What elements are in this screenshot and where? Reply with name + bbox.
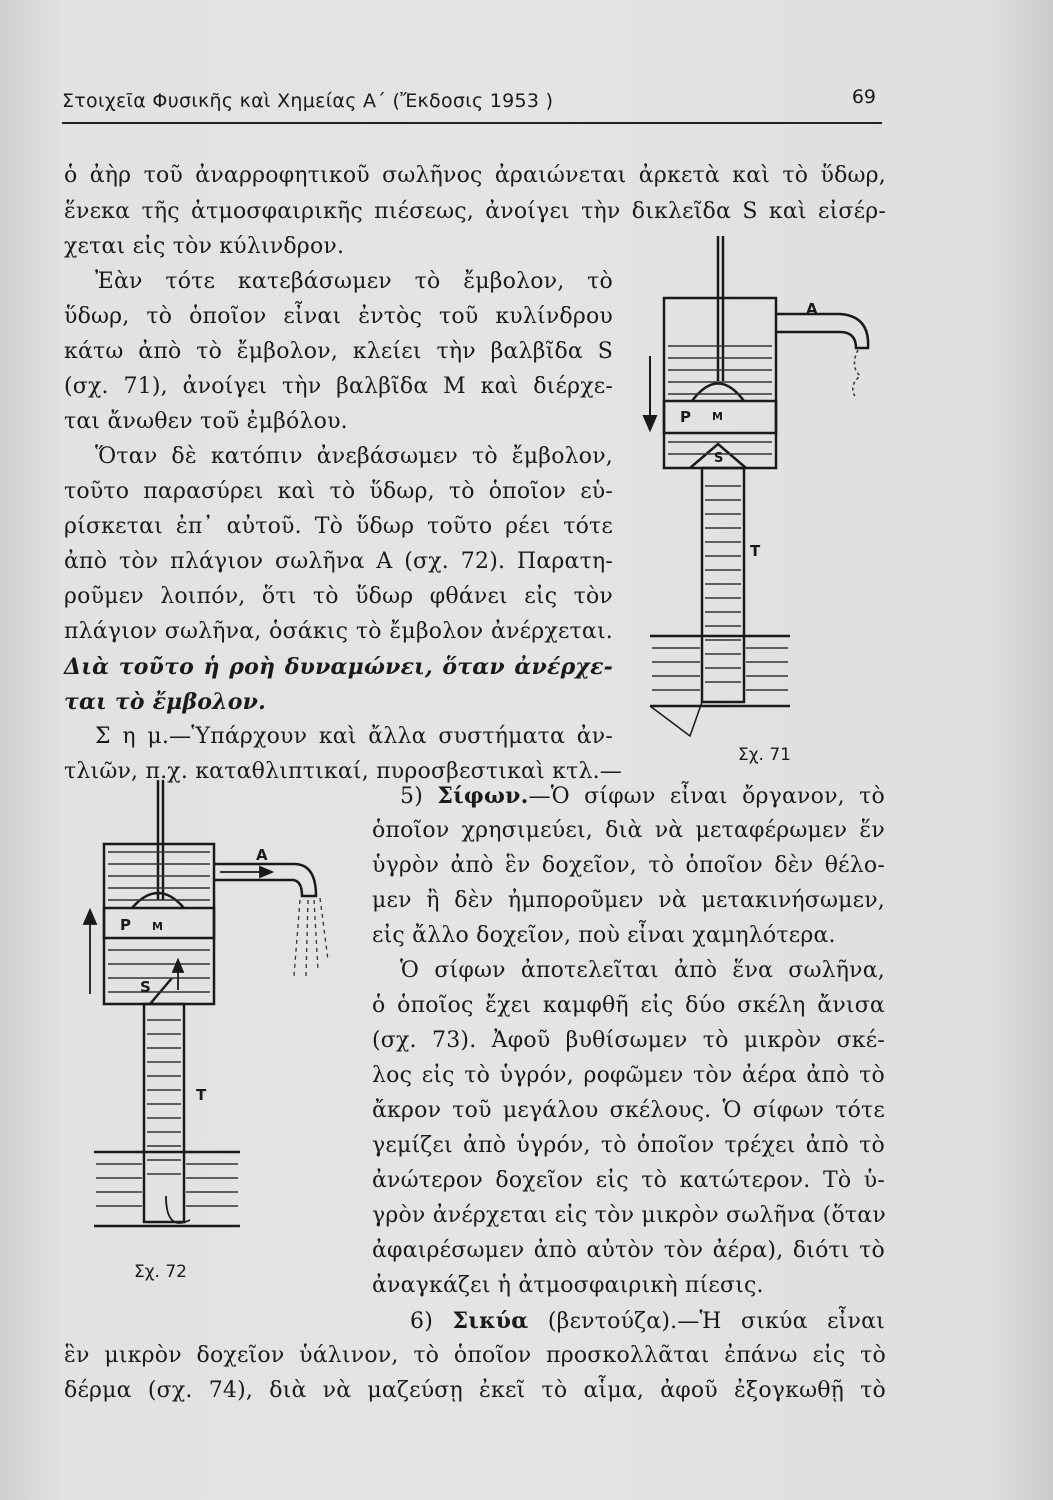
- text-line: ρίσκεται ἐπ᾽ αὐτοῦ. Τὸ ὕδωρ τοῦτο ρέει τότε: [64, 514, 613, 539]
- fig71-label-P: P: [680, 408, 691, 426]
- text-line: Ἐὰν τότε κατεβάσωμεν τὸ ἔμβολον, τὸ: [95, 269, 613, 294]
- text-line: λος εἰς τὸ ὑγρόν, ροφῶμεν τὸν ἀέρα ἀπὸ τὸ: [372, 1063, 885, 1088]
- figure-72-caption: Σχ. 72: [134, 1262, 188, 1282]
- text-line: ἀπὸ τὸν πλάγιον σωλῆνα Α (σχ. 72). Παρατη-: [64, 549, 613, 574]
- header-title: Στοιχεῖα Φυσικῆς καὶ Χημείας Α΄ (Ἔκδοσις 1953 ): [62, 90, 554, 112]
- section-number: 6): [410, 1309, 433, 1334]
- section-number: 5): [400, 784, 423, 809]
- section-title-sikya: Σικύα: [452, 1308, 529, 1334]
- text-line: ὁ ἀὴρ τοῦ ἀναρροφητικοῦ σωλῆνος ἀραιώνεται ἀρκετὰ καὶ τὸ ὕδωρ,: [64, 163, 886, 188]
- text-line: (σχ. 71), ἀνοίγει τὴν βαλβῖδα Μ καὶ διέρχε-: [64, 374, 613, 399]
- section-heading-line: [400, 778, 885, 814]
- fig72-label-M: M: [152, 920, 163, 933]
- section-text: (βεντούζα).—Ἡ σικύα εἶναι: [547, 1309, 885, 1334]
- text-line: ὕδωρ, τὸ ὁποῖον εἶναι ἐντὸς τοῦ κυλίνδρου: [64, 304, 613, 329]
- text-line: ὑγρὸν ἀπὸ ἓν δοχεῖον, τὸ ὁποῖον δὲν θέλο-: [372, 853, 885, 878]
- text-line: ἀφαιρέσωμεν ἀπὸ αὐτὸν τὸν ἀέρα), διότι τὸ: [372, 1238, 885, 1263]
- running-header: [62, 86, 882, 124]
- text-line: ἄκρον τοῦ μεγάλου σκέλους. Ὁ σίφων τότε: [372, 1098, 885, 1123]
- text-line: χεται εἰς τὸν κύλινδρον.: [64, 234, 345, 259]
- text-line: δέρμα (σχ. 74), διὰ νὰ μαζεύσῃ ἐκεῖ τὸ αἷμα, ἀφοῦ ἐξογκωθῇ τὸ: [64, 1378, 886, 1403]
- text-line: πλάγιον σωλῆνα, ὁσάκις τὸ ἔμβολον ἀνέρχεται.: [64, 619, 613, 644]
- fig72-label-P: P: [120, 916, 131, 934]
- section-text: —Ὁ σίφων εἶναι ὄργανον, τὸ: [528, 784, 885, 809]
- text-line: ται ἄνωθεν τοῦ ἐμβόλου.: [64, 409, 348, 434]
- text-line: ἓν μικρὸν δοχεῖον ὑάλινον, τὸ ὁποῖον προσκολλᾶται ἐπάνω εἰς τὸ: [64, 1343, 886, 1368]
- page-number: 69: [851, 86, 876, 108]
- text-line: ὁ ὁποῖος ἔχει καμφθῆ εἰς δύο σκέλη ἄνισα: [372, 993, 885, 1018]
- figure-72-suction-pump: [80, 780, 330, 1250]
- fig72-label-S: S: [140, 978, 151, 996]
- section-heading-line: [410, 1303, 885, 1339]
- text-line: γεμίζει ἀπὸ ὑγρόν, τὸ ὁποῖον τρέχει ἀπὸ τὸ: [372, 1133, 885, 1158]
- fig71-label-T: T: [750, 542, 761, 560]
- text-line: ἕνεκα τῆς ἀτμοσφαιρικῆς πιέσεως, ἀνοίγει τὴν δικλεῖδα S καὶ εἰσέρ-: [64, 199, 886, 224]
- text-line: εἰς ἄλλο δοχεῖον, ποὺ εἶναι χαμηλότερα.: [372, 923, 836, 948]
- section-title-siphon: Σίφων.: [437, 783, 529, 809]
- text-line: τοῦτο παρασύρει καὶ τὸ ὕδωρ, τὸ ὁποῖον εὑ-: [64, 479, 613, 504]
- emphasis-line: Διὰ τοῦτο ἡ ροὴ δυναμώνει, ὅταν ἀνέρχε-: [64, 654, 613, 680]
- fig71-label-A: A: [806, 300, 818, 318]
- text-line: ὁποῖον χρησιμεύει, διὰ νὰ μεταφέρωμεν ἕν: [372, 818, 885, 843]
- fig71-label-M: M: [712, 410, 723, 423]
- text-line: γρὸν ἀνέρχεται εἰς τὸν μικρὸν σωλῆνα (ὅταν: [372, 1203, 886, 1228]
- text-line: ροῦμεν λοιπόν, ὅτι τὸ ὕδωρ φθάνει εἰς τὸν: [64, 584, 613, 609]
- text-line: (σχ. 73). Ἀφοῦ βυθίσωμεν τὸ μικρὸν σκέ-: [372, 1028, 885, 1053]
- note-line: Σ η μ.—Ὑπάρχουν καὶ ἄλλα συστήματα ἀν-: [95, 724, 613, 749]
- emphasis-line: ται τὸ ἔμβολον.: [64, 689, 266, 715]
- text-line: μεν ἢ δὲν ἠμποροῦμεν νὰ μετακινήσωμεν,: [372, 888, 885, 913]
- fig72-label-A: A: [256, 846, 268, 864]
- text-line: κάτω ἀπὸ τὸ ἔμβολον, κλείει τὴν βαλβῖδα S: [64, 339, 613, 364]
- text-line: Ὁ σίφων ἀποτελεῖται ἀπὸ ἕνα σωλῆνα,: [400, 958, 885, 983]
- figure-71-caption: Σχ. 71: [738, 745, 792, 765]
- text-line: ἀναγκάζει ἡ ἀτμοσφαιρικὴ πίεσις.: [372, 1273, 764, 1298]
- fig71-label-S: S: [714, 451, 724, 466]
- figure-71-suction-pump: [630, 236, 890, 756]
- note-line: τλιῶν, π.χ. καταθλιπτικαί, πυροσβεστικαὶ κτλ.—: [64, 759, 622, 784]
- text-line: Ὅταν δὲ κατόπιν ἀνεβάσωμεν τὸ ἔμβολον,: [95, 444, 613, 469]
- fig72-label-T: T: [196, 1086, 207, 1104]
- text-line: ἀνώτερον δοχεῖον εἰς τὸ κατώτερον. Τὸ ὑ-: [372, 1168, 885, 1193]
